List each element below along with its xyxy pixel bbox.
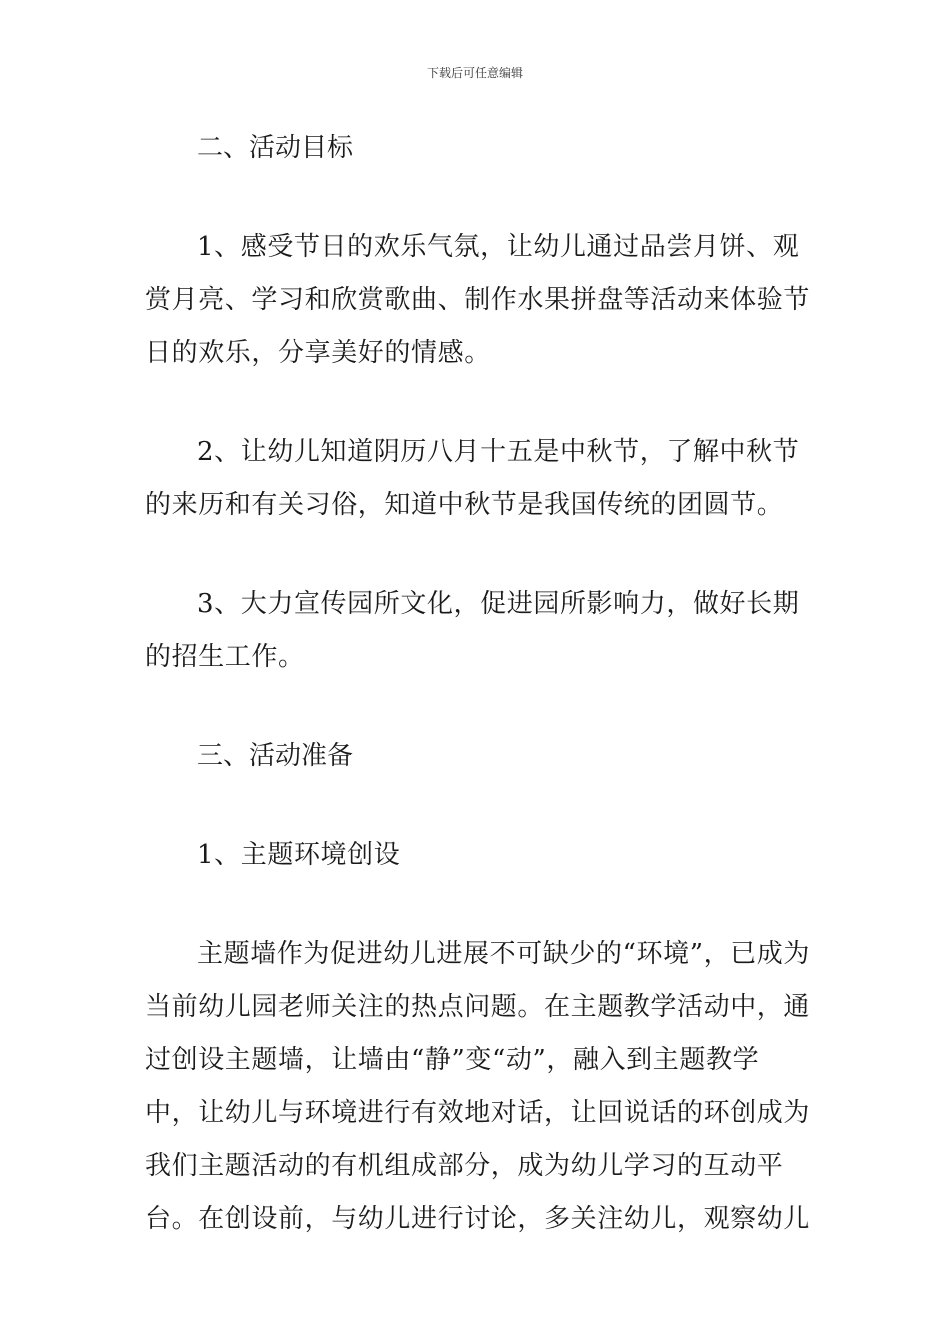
section-heading-goals: 二、活动目标	[197, 133, 354, 163]
goal-item-2: 2、让幼儿知道阴历八月十五是中秋节，了解中秋节的来历和有关习俗，知道中秋节是我国传统的团圆节。	[145, 437, 800, 520]
header-note: 下载后可任意编辑	[426, 66, 523, 80]
goal-item-3: 3、大力宣传园所文化，促进园所影响力，做好长期的招生工作。	[145, 589, 800, 672]
section-heading-preparation: 三、活动准备	[197, 741, 354, 771]
goal-item-1: 1、感受节日的欢乐气氛，让幼儿通过品尝月饼、观赏月亮、学习和欣赏歌曲、制作水果拼盘等活动来体验节日的欢乐，分享美好的情感。	[145, 232, 811, 368]
prep-subheading-environment: 1、主题环境创设	[197, 840, 401, 870]
document-body	[145, 122, 810, 1246]
prep-environment-paragraph: 主题墙作为促进幼儿进展不可缺少的“环境”，已成为当前幼儿园老师关注的热点问题。在主题教学活动中，通过创设主题墙，让墙由“静”变“动”，融入到主题教学中，让幼儿与环境进行有效地对话，让回说话的环创成为我们主题活动的有机组成部分，成为幼儿学习的互动平台。在创设前，与幼儿进行讨论，多关注幼儿，观察幼儿	[145, 939, 811, 1234]
